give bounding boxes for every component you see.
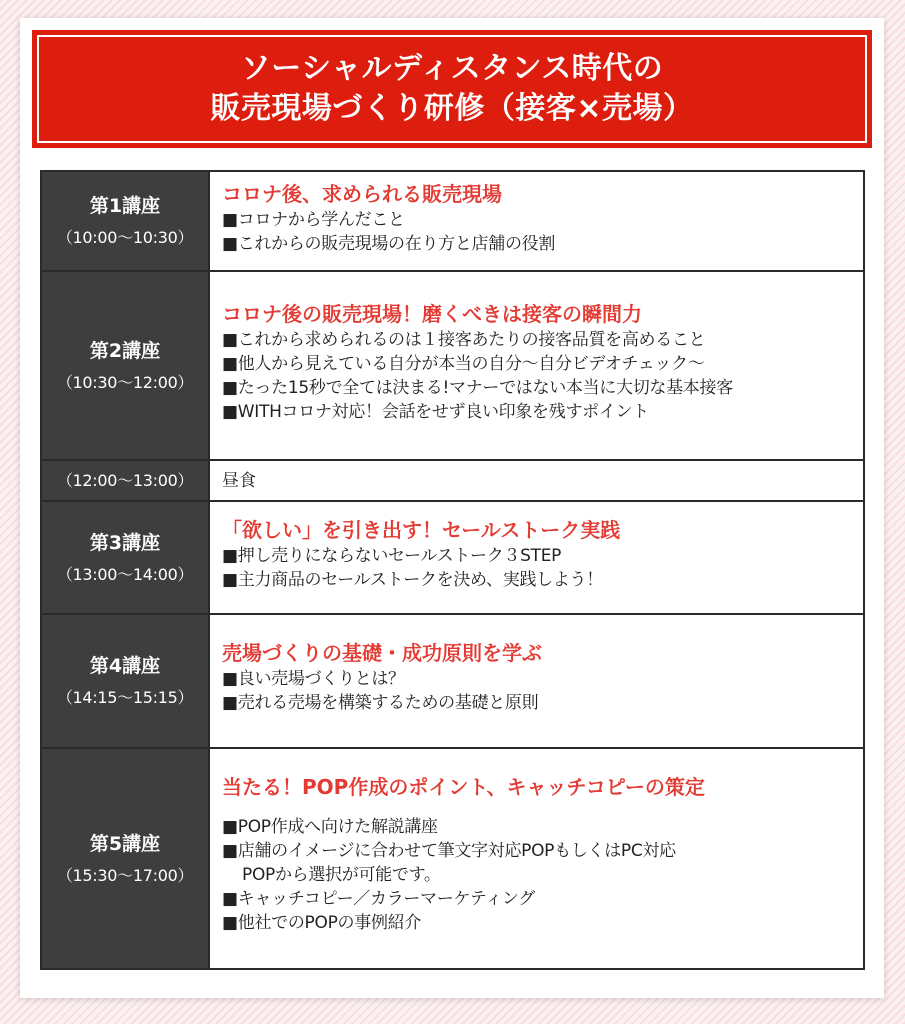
session-5-item-4: ■他社でのPOPの事例紹介 bbox=[222, 913, 422, 933]
schedule-card bbox=[20, 18, 884, 998]
session-2-content bbox=[209, 271, 864, 460]
session-2-item-1: ■これから求められるのは１接客あたりの接客品質を高めること bbox=[222, 330, 706, 350]
session-4-label-cell bbox=[41, 614, 209, 748]
session-2-item-3: ■たった15秒で全ては決まる!マナーではない本当に大切な基本接客 bbox=[222, 378, 733, 398]
session-row-5 bbox=[41, 748, 864, 969]
session-1-item-1: ■コロナから学んだこと bbox=[222, 210, 405, 230]
lunch-row bbox=[41, 460, 864, 501]
lunch-content bbox=[209, 460, 864, 501]
session-1-time: （10:00〜10:30） bbox=[56, 228, 194, 247]
session-2-label-cell bbox=[41, 271, 209, 460]
session-row-4 bbox=[41, 614, 864, 748]
session-row-2 bbox=[41, 271, 864, 460]
session-5-item-3: ■キャッチコピー／カラーマーケティング bbox=[222, 889, 535, 909]
session-3-time: （13:00〜14:00） bbox=[56, 564, 194, 584]
session-2-time: （10:30〜12:00） bbox=[56, 372, 194, 392]
session-5-item-2: ■店舗のイメージに合わせて筆文字対応POPもしくはPC対応 bbox=[222, 841, 676, 861]
session-2-item-4: ■WITHコロナ対応！会話をせず良い印象を残すポイント bbox=[222, 402, 649, 422]
session-3-lecture: 第3講座 bbox=[89, 531, 161, 554]
session-5-title: 当たる！POP作成のポイント、キャッチコピーの策定 bbox=[222, 775, 705, 799]
banner-title-line-2: 販売現場づくり研修（接客×売場） bbox=[210, 91, 694, 126]
lunch-label: 昼食 bbox=[222, 470, 256, 491]
banner-title-line-1: ソーシャルディスタンス時代の bbox=[240, 51, 664, 86]
session-5-time: （15:30〜17:00） bbox=[56, 865, 194, 885]
session-4-lecture: 第4講座 bbox=[89, 655, 161, 677]
lunch-time-cell bbox=[41, 460, 209, 501]
session-4-content bbox=[209, 614, 864, 748]
session-4-title: 売場づくりの基礎・成功原則を学ぶ bbox=[222, 641, 542, 665]
session-3-item-1: ■押し売りにならないセールストーク３STEP bbox=[222, 546, 562, 566]
session-5-item-2-continued: POPから選択が可能です。 bbox=[242, 865, 441, 885]
session-3-content bbox=[209, 501, 864, 614]
session-row-3 bbox=[41, 501, 864, 614]
session-4-time: （14:15〜15:15） bbox=[56, 688, 194, 707]
session-1-content bbox=[209, 171, 864, 271]
session-1-title: コロナ後、求められる販売現場 bbox=[222, 182, 502, 206]
session-2-item-2: ■他人から見えている自分が本当の自分〜自分ビデオチェック〜 bbox=[222, 354, 705, 374]
session-4-item-2: ■売れる売場を構築するための基礎と原則 bbox=[222, 693, 539, 713]
session-2-lecture: 第2講座 bbox=[89, 339, 161, 362]
session-4-item-1: ■良い売場づくりとは？ bbox=[222, 669, 405, 689]
session-3-title: 「欲しい」を引き出す！セールストーク実践 bbox=[222, 518, 621, 542]
lunch-time: （12:00〜13:00） bbox=[56, 470, 194, 490]
session-5-label-cell bbox=[41, 748, 209, 969]
session-3-label-cell bbox=[41, 501, 209, 614]
session-1-label-cell bbox=[41, 171, 209, 271]
session-5-content bbox=[209, 748, 864, 969]
session-2-title: コロナ後の販売現場！磨くべきは接客の瞬間力 bbox=[222, 302, 642, 326]
schedule-table bbox=[40, 170, 865, 970]
session-5-lecture: 第5講座 bbox=[89, 832, 161, 855]
header-banner bbox=[32, 30, 872, 148]
session-1-lecture: 第1講座 bbox=[89, 195, 161, 217]
session-5-item-1: ■POP作成へ向けた解説講座 bbox=[222, 817, 438, 837]
session-3-item-2: ■主力商品のセールストークを決め、実践しよう！ bbox=[222, 570, 603, 590]
session-1-item-2: ■これからの販売現場の在り方と店舗の役割 bbox=[222, 234, 556, 254]
session-row-1 bbox=[41, 171, 864, 271]
